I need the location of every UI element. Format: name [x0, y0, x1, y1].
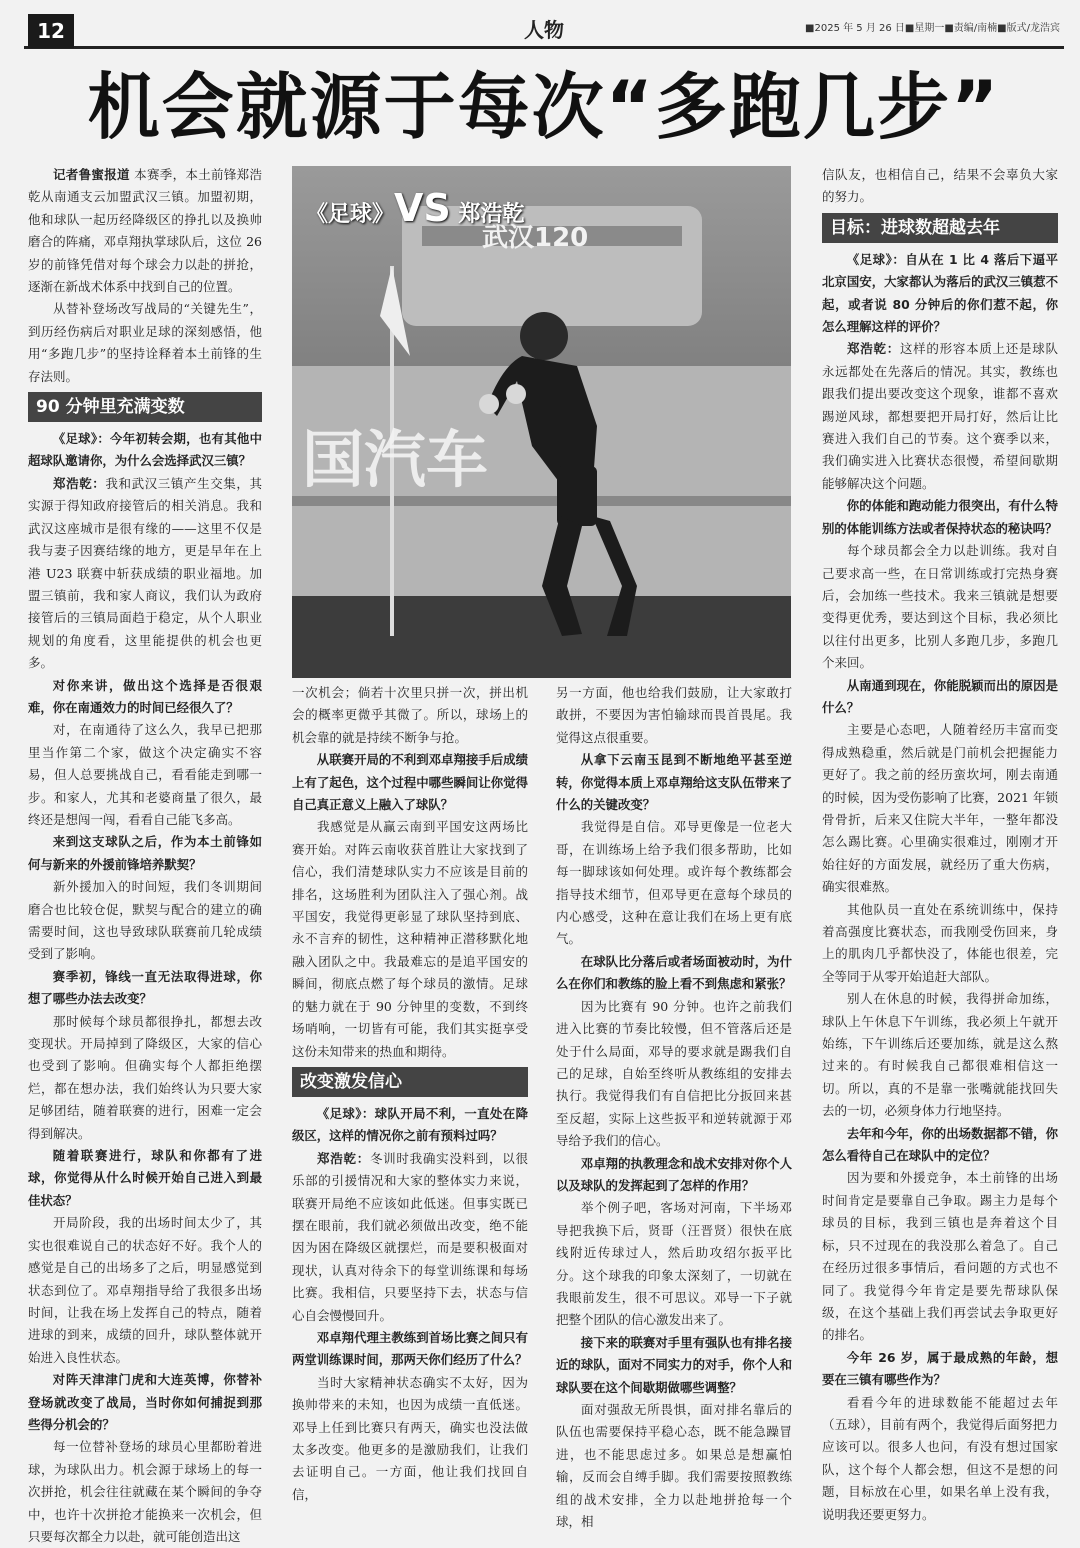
answer: 那时候每个球员都很挣扎，都想去改变现状。开局掉到了降级区，大家的信心也受到了影响。但确实每个人都拒绝摆烂，都在想办法，我们始终认为只要大家足够团结，随着联赛的进行，困难一定会得到解决。: [28, 1013, 262, 1141]
question: 接下来的联赛对手里有强队也有排名接近的球队，面对不同实力的对手，你个人和球队要在这个间歇期做哪些调整？: [556, 1334, 792, 1395]
feature-photo: [292, 166, 791, 678]
question: 《足球》：自从在 1 比 4 落后下逼平北京国安，大家都认为落后的武汉三镇惹不起，或者说 80 分钟后的你们惹不起，你怎么理解这样的评价？: [822, 251, 1058, 335]
answer: 其他队员一直处在系统训练中，保持着高强度比赛状态，而我刚受伤回来，身上的肌肉几乎都快没了，体能也很差，完全等同于从零开始追赶大部队。: [822, 901, 1058, 984]
answer: 因为要和外援竞争，本土前锋的出场时间肯定是要靠自己争取。踢主力是每个球员的目标，我到三镇也是奔着这个目标，只不过现在的我没那么着急了。自己在经历过很多事情后，看问题的方式也不同了。我觉得今年肯定是要先帮球队保级，在这个基础上我们再尝试去争取更好的排名。: [822, 1170, 1058, 1343]
question: 从南通到现在，你能脱颖而出的原因是什么？: [822, 677, 1058, 715]
reporter-tag: 记者鲁蜜报道: [53, 167, 130, 182]
answer: 我感觉是从赢云南到平国安这两场比赛开始。对阵云南收获首胜让大家找到了信心，我们清楚球队实力不应该是目前的排名，这场胜利为团队注入了强心剂。战平国安，我觉得更彰显了球队坚持到底、永不言弃的韧性，这种精神正潜移默化地融入团队之中。我最难忘的是追平国安的瞬间，彻底点燃了每个球员的激情。足球的魅力就在于 90 分钟里的变数，不到终场哨响，一切皆有可能，我们其实挺享受这份未知带来的热血和期待。: [292, 819, 528, 1059]
answer-tag: 郑浩乾：: [317, 1150, 370, 1166]
answer: 每一位替补登场的球员心里都盼着进球，为球队出力。机会源于球场上的每一次拼抢，机会往往就藏在某个瞬间的争夺中，也许十次拼抢才能换来一次机会，但只要每次都全力以赴，就可能创造出这: [28, 1439, 262, 1544]
bus-text: 武汉120: [482, 223, 589, 253]
subheading-3: 目标：进球数超越去年: [822, 213, 1058, 243]
question: 今年 26 岁，属于最成熟的年龄，想要在三镇有哪些作为？: [822, 1349, 1058, 1388]
caption-publication: 《足球》: [306, 202, 395, 227]
answer-tag: 郑浩乾：: [847, 341, 900, 357]
answer: 对，在南通待了这么久，我早已把那里当作第二个家，做这个决定确实不容易，但人总要挑战自己，看看能走到哪一步。和家人，尤其和老婆商量了很久，最终还是想闯一闯，看看自己能飞多高。: [28, 722, 262, 827]
answer-continued: 另一方面，他也给我们鼓励，让大家敢打敢拼，不要因为害怕输球而畏首畏尾。我觉得这点很重要。: [556, 685, 792, 745]
column-1: [28, 164, 262, 1544]
page-number: 12: [28, 14, 74, 48]
section-title: 人物: [524, 18, 564, 42]
answer: 当时大家精神状态确实不太好，因为换帅带来的未知，也因为成绩一直低迷。邓导上任到比赛只有两天，确实也没法做太多改变。他更多的是激励我们，让我们去证明自己。一方面，他让我们找回自信，: [292, 1374, 528, 1502]
question: 《足球》：今年初转会期，也有其他中超球队邀请你，为什么会选择武汉三镇？: [28, 431, 262, 469]
question: 来到这支球队之后，作为本土前锋如何与新来的外援前锋培养默契？: [28, 834, 262, 872]
caption-vs: VS: [394, 186, 451, 230]
answer: 看看今年的进球数能不能超过去年（五球），目前有两个，我觉得后面努把力应该可以。很多人也问，有没有想过国家队，这个每个人都会想，但这不是想的问题，目标放在心里，如果名单上没有我，说明我还要更努力。: [822, 1394, 1058, 1522]
question: 在球队比分落后或者场面被动时，为什么在你们和教练的脸上看不到焦虑和紧张？: [556, 953, 792, 992]
subheading-2: 改变激发信心: [292, 1067, 528, 1097]
answer: 因为比赛有 90 分钟。也许之前我们进入比赛的节奏比较慢，但不管落后还是处于什么局面，邓导的要求就是踢我们自己的足球，自始至终听从教练组的安排去执行。我觉得我们有自信把比分扳回来甚至反超，实际上这些扳平和逆转就源于邓导给予我们的信心。: [556, 998, 792, 1149]
answer: 开局阶段，我的出场时间太少了，其实也很难说自己的状态好不好。我个人的感觉是自己的出场多了之后，明显感觉到状态到位了。邓卓翔指导给了我很多出场时间，让我在场上发挥自己的特点，随着进球的到来，成绩的回升，球队整体就开始进入良性状态。: [28, 1215, 262, 1365]
issue-meta: ■2025 年 5 月 26 日■星期一■责编/南楠■版式/龙浩宾: [805, 23, 1060, 34]
question: 从拿下云南玉昆到不断地绝平甚至逆转，你觉得本质上邓卓翔给这支队伍带来了什么的关键改变？: [556, 752, 792, 813]
answer: 新外援加入的时间短，我们冬训期间磨合也比较仓促，默契与配合的建立的确需要时间，这也导致球队联赛前几轮成绩受到了影响。: [28, 879, 262, 962]
answer: 这样的形容本质上还是球队永远都处在先落后的情况。其实，教练也跟我们提出要改变这个现象，谁都不喜欢踢逆风球，都想要把开局打好，然后让比赛进入我们自己的节奏。这个赛季以来，我们确实进入比赛状态很慢，希望间歇期能够解决这个问题。: [822, 341, 1058, 491]
answer-continued: 信队友，也相信自己，结果不会辜负大家的努力。: [822, 167, 1058, 205]
caption-player: 郑浩乾: [458, 202, 525, 227]
answer: 别人在休息的时候，我得拼命加练，球队上午休息下午训练，我必须上午就开始练，下午训练后还要加练，就是这么熬过来的。有时候我自己都很难相信这一切。所以，真的不是靠一张嘴就能找回失去的一切，必须身体力行地坚持。: [822, 991, 1058, 1119]
question: 《足球》：球队开局不利，一直处在降级区，这样的情况你之前有预料过吗？: [292, 1105, 528, 1144]
answer: 举个例子吧，客场对河南，下半场邓导把我换下后，贤哥（汪晋贤）很快在底线附近传球过人，然后助攻绍尔扳平比分。这个球我的印象太深刻了，一切就在我眼前发生，很不可思议。邓导一下子就把整个团队的信心激发出来了。: [556, 1200, 792, 1328]
question: 你的体能和跑动能力很突出，有什么特别的体能训练方法或者保持状态的秘诀吗？: [822, 498, 1058, 536]
question: 随着联赛进行，球队和你都有了进球，你觉得从什么时候开始自己进入到最佳状态？: [28, 1148, 262, 1208]
question: 邓卓翔代理主教练到首场比赛之间只有两堂训练课时间，那两天你们经历了什么？: [292, 1329, 528, 1368]
column-2: [292, 682, 528, 1502]
question: 去年和今年，你的出场数据都不错，你怎么看待自己在球队中的定位？: [822, 1125, 1058, 1164]
question: 赛季初，锋线一直无法取得进球，你想了哪些办法去改变？: [28, 968, 262, 1007]
question: 对你来讲，做出这个选择是否很艰难，你在南通效力的时间已经很久了？: [28, 677, 262, 715]
answer-continued: 一次机会；倘若十次里只拼一次，拼出机会的概率更微乎其微了。所以，球场上的机会靠的就是持续不断争与抢。: [292, 685, 528, 745]
lead-paragraph: 本赛季，本土前锋郑浩乾从南通支云加盟武汉三镇。加盟初期，他和球队一起历经降级区的挣扎以及换帅磨合的阵痛，邓卓翔执掌球队后，这位 26 岁的前锋凭借对每个球会力以赴的拼抢，逐渐在新战术体系中找到自己的位置。: [28, 167, 262, 295]
column-3: [556, 682, 792, 1530]
column-4: [822, 164, 1058, 1522]
question: 从联赛开局的不利到邓卓翔接手后成绩上有了起色，这个过程中哪些瞬间让你觉得自己真正意义上融入了球队？: [292, 752, 528, 813]
answer: 我觉得是自信。邓导更像是一位老大哥，在训练场上给予我们很多帮助，比如每一脚球该如何处理。或许每个教练都会指导技术细节，但邓导更在意每个球员的内心感受，这种在意让我们在场上更有底气。: [556, 819, 792, 947]
answer: 主要是心态吧，人随着经历丰富而变得成熟稳重，然后就是门前机会把握能力更好了。我之前的经历蛮坎坷，刚去南通的时候，因为受伤影响了比赛，2021 年锁骨骨折，后来又住院大半年，一整年都没怎么踢比赛。心里确实很难过，刚刚才开始往好的方面发展，就经历了重大伤病，确实很难熬。: [822, 722, 1058, 895]
answer-tag: 郑浩乾：: [53, 475, 106, 491]
question: 邓卓翔的执教理念和战术安排对你个人以及球队的发挥起到了怎样的作用？: [556, 1155, 792, 1193]
answer: 面对强敌无所畏惧，面对排名靠后的队伍也需要保持平稳心态，既不能急躁冒进，也不能思虑过多。如果总是想赢怕输，反而会自缚手脚。我们需要按照教练组的战术安排，全力以赴地拼抢每一个球，相: [556, 1402, 792, 1530]
photo-caption: [306, 188, 524, 235]
subheading-1: 90 分钟里充满变数: [28, 392, 262, 422]
stadium-board-text: 国汽车: [302, 423, 489, 496]
headline: 机会就源于每次“多跑几步”: [87, 65, 1001, 149]
intro-paragraph: 从替补登场改写战局的“关键先生”，到历经伤病后对职业足球的深刻感悟，他用“多跑几步”的坚持诠释着本土前锋的生存法则。: [28, 301, 262, 384]
player-celebration-image: [292, 166, 791, 678]
answer: 每个球员都会全力以赴训练。我对自己要求高一些，在日常训练或打完热身赛后，会加练一些技术。我来三镇就是想要变得更优秀，要达到这个目标，我必须比以往付出更多，比别人多跑几步，多跑几个来回。: [822, 543, 1058, 671]
answer: 冬训时我确实没料到，以很乐部的引援情况和大家的整体实力来说，联赛开局绝不应该如此低迷。但事实既已摆在眼前，我们就必须做出改变，绝不能因为困在降级区就摆烂，而是要积极面对现状，认真对待余下的每堂训练课和每场比赛。我相信，只要坚持下去，状态与信心自会慢慢回升。: [292, 1150, 528, 1323]
answer: 我和武汉三镇产生交集，其实源于得知政府接管后的相关消息。我和武汉这座城市是很有缘的——这里不仅是我与妻子因赛结缘的地方，更是早年在上港 U23 联赛中斩获成绩的职业福地。加盟三镇前，我和家人商议，我们认为政府接管后的三镇局面趋于稳定，从个人职业规划的角度看，这里能提供的机会也更多。: [28, 475, 262, 671]
page-header: [24, 12, 1064, 49]
question: 对阵天津津门虎和大连英博，你替补登场就改变了战局，当时你如何捕捉到那些得分机会的？: [28, 1372, 262, 1432]
